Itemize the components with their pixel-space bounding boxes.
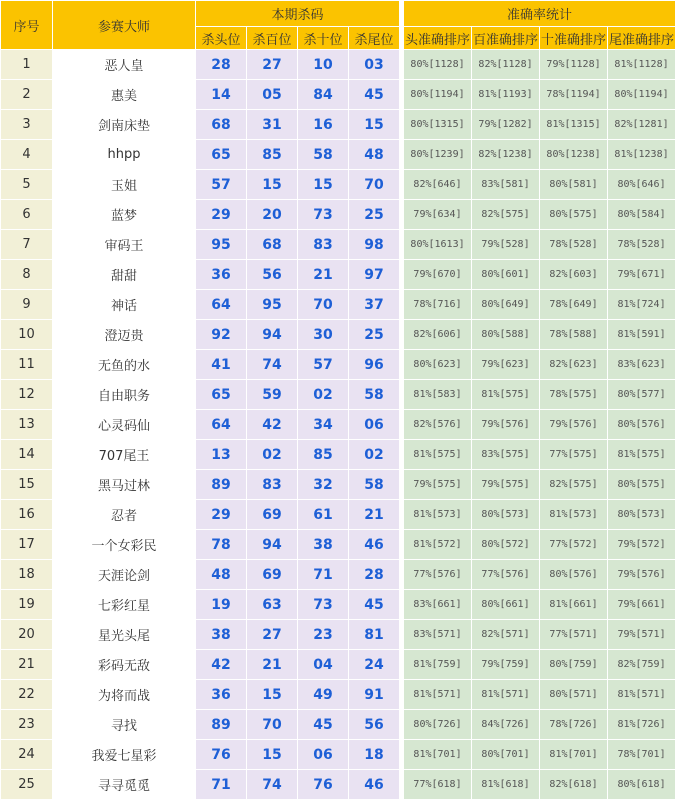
kill-number: 91 (349, 680, 400, 710)
kill-number: 42 (196, 650, 247, 680)
kill-number: 34 (298, 410, 349, 440)
row-index: 21 (1, 650, 53, 680)
accuracy-value: 80%[584] (608, 200, 675, 230)
table-row (1, 620, 675, 650)
header-kill-group: 本期杀码 (196, 1, 400, 27)
row-index: 12 (1, 380, 53, 410)
accuracy-value: 80%[1128] (404, 50, 472, 80)
row-index: 13 (1, 410, 53, 440)
kill-number: 37 (349, 290, 400, 320)
kill-number: 73 (298, 590, 349, 620)
master-name: 寻找 (53, 710, 196, 740)
kill-number: 20 (247, 200, 298, 230)
accuracy-value: 81%[618] (472, 770, 540, 800)
accuracy-value: 81%[591] (608, 320, 675, 350)
kill-number: 06 (298, 740, 349, 770)
kill-number: 02 (298, 380, 349, 410)
accuracy-value: 80%[726] (404, 710, 472, 740)
table-row (1, 710, 675, 740)
table-row (1, 440, 675, 470)
master-name: 黑马过林 (53, 470, 196, 500)
table-row (1, 290, 675, 320)
table-row (1, 260, 675, 290)
accuracy-value: 80%[575] (540, 200, 608, 230)
accuracy-value: 81%[573] (404, 500, 472, 530)
kill-number: 59 (247, 380, 298, 410)
master-name: 剑南床垫 (53, 110, 196, 140)
accuracy-value: 80%[649] (472, 290, 540, 320)
kill-number: 28 (349, 560, 400, 590)
kill-number: 03 (349, 50, 400, 80)
row-index: 17 (1, 530, 53, 560)
accuracy-value: 80%[1194] (404, 80, 472, 110)
master-name: 彩码无敌 (53, 650, 196, 680)
accuracy-value: 80%[573] (472, 500, 540, 530)
accuracy-value: 78%[528] (608, 230, 675, 260)
accuracy-value: 80%[581] (540, 170, 608, 200)
accuracy-value: 79%[576] (472, 410, 540, 440)
table-row (1, 80, 675, 110)
accuracy-value: 82%[1281] (608, 110, 675, 140)
kill-number: 83 (247, 470, 298, 500)
master-name: 甜甜 (53, 260, 196, 290)
table-row (1, 170, 675, 200)
accuracy-value: 78%[726] (540, 710, 608, 740)
accuracy-value: 83%[661] (404, 590, 472, 620)
kill-number: 49 (298, 680, 349, 710)
table-row (1, 650, 675, 680)
accuracy-value: 80%[575] (608, 470, 675, 500)
header-master: 参赛大师 (53, 1, 196, 50)
accuracy-value: 79%[623] (472, 350, 540, 380)
accuracy-value: 79%[575] (472, 470, 540, 500)
master-name: 自由职务 (53, 380, 196, 410)
table-row (1, 200, 675, 230)
row-index: 15 (1, 470, 53, 500)
accuracy-value: 77%[576] (404, 560, 472, 590)
accuracy-value: 79%[671] (608, 260, 675, 290)
accuracy-value: 81%[573] (540, 500, 608, 530)
accuracy-value: 80%[623] (404, 350, 472, 380)
accuracy-value: 80%[646] (608, 170, 675, 200)
row-index: 22 (1, 680, 53, 710)
accuracy-value: 82%[576] (404, 410, 472, 440)
accuracy-value: 81%[583] (404, 380, 472, 410)
accuracy-value: 77%[571] (540, 620, 608, 650)
kill-number: 92 (196, 320, 247, 350)
kill-number: 23 (298, 620, 349, 650)
header-accuracy-col: 头准确排序 (404, 27, 472, 50)
accuracy-value: 82%[1128] (472, 50, 540, 80)
kill-number: 19 (196, 590, 247, 620)
kill-number: 06 (349, 410, 400, 440)
accuracy-value: 80%[573] (608, 500, 675, 530)
accuracy-value: 81%[575] (472, 380, 540, 410)
row-index: 3 (1, 110, 53, 140)
accuracy-value: 79%[572] (608, 530, 675, 560)
table-row (1, 680, 675, 710)
kill-number: 25 (349, 320, 400, 350)
kill-number: 31 (247, 110, 298, 140)
table-row (1, 50, 675, 80)
kill-number: 58 (349, 470, 400, 500)
kill-number: 41 (196, 350, 247, 380)
kill-number: 27 (247, 620, 298, 650)
kill-number: 58 (349, 380, 400, 410)
table-row (1, 380, 675, 410)
table-row (1, 500, 675, 530)
kill-number: 32 (298, 470, 349, 500)
accuracy-value: 78%[716] (404, 290, 472, 320)
kill-number: 05 (247, 80, 298, 110)
table-row (1, 530, 675, 560)
accuracy-value: 81%[661] (540, 590, 608, 620)
kill-number: 15 (247, 170, 298, 200)
kill-number: 65 (196, 140, 247, 170)
accuracy-value: 81%[1315] (540, 110, 608, 140)
table-row (1, 140, 675, 170)
row-index: 4 (1, 140, 53, 170)
table-row (1, 770, 675, 800)
accuracy-value: 81%[572] (404, 530, 472, 560)
row-index: 19 (1, 590, 53, 620)
accuracy-value: 78%[528] (540, 230, 608, 260)
header-accuracy-col: 十准确排序 (540, 27, 608, 50)
kill-number: 04 (298, 650, 349, 680)
kill-number: 76 (196, 740, 247, 770)
accuracy-value: 78%[649] (540, 290, 608, 320)
master-name: 天涯论剑 (53, 560, 196, 590)
table-row (1, 470, 675, 500)
accuracy-value: 81%[571] (472, 680, 540, 710)
accuracy-value: 82%[618] (540, 770, 608, 800)
row-index: 7 (1, 230, 53, 260)
master-name: 玉姐 (53, 170, 196, 200)
row-index: 5 (1, 170, 53, 200)
accuracy-value: 82%[603] (540, 260, 608, 290)
row-index: 23 (1, 710, 53, 740)
kill-number: 15 (349, 110, 400, 140)
accuracy-value: 77%[576] (472, 560, 540, 590)
row-index: 11 (1, 350, 53, 380)
kill-number: 83 (298, 230, 349, 260)
table-row (1, 350, 675, 380)
kill-number: 89 (196, 470, 247, 500)
kill-number: 68 (247, 230, 298, 260)
master-name: 心灵码仙 (53, 410, 196, 440)
kill-number: 38 (298, 530, 349, 560)
kill-number: 74 (247, 770, 298, 800)
master-name: hhpp (53, 140, 196, 170)
accuracy-value: 83%[623] (608, 350, 675, 380)
header-kill-col: 杀十位 (298, 27, 349, 50)
master-name: 澄迈贵 (53, 320, 196, 350)
kill-number: 42 (247, 410, 298, 440)
kill-number: 27 (247, 50, 298, 80)
kill-number: 94 (247, 530, 298, 560)
kill-number: 29 (196, 500, 247, 530)
accuracy-value: 80%[1194] (608, 80, 675, 110)
master-name: 星光头尾 (53, 620, 196, 650)
table-body (1, 50, 675, 800)
accuracy-value: 80%[759] (540, 650, 608, 680)
header-accuracy-col: 尾准确排序 (608, 27, 675, 50)
kill-number: 69 (247, 500, 298, 530)
master-name: 神话 (53, 290, 196, 320)
accuracy-value: 81%[1238] (608, 140, 675, 170)
accuracy-value: 83%[581] (472, 170, 540, 200)
accuracy-value: 81%[701] (404, 740, 472, 770)
kill-number: 15 (247, 740, 298, 770)
accuracy-value: 81%[1193] (472, 80, 540, 110)
kill-number: 21 (349, 500, 400, 530)
row-index: 20 (1, 620, 53, 650)
accuracy-value: 78%[1194] (540, 80, 608, 110)
accuracy-value: 79%[670] (404, 260, 472, 290)
accuracy-value: 83%[571] (404, 620, 472, 650)
accuracy-value: 80%[588] (472, 320, 540, 350)
kill-number: 21 (247, 650, 298, 680)
master-name: 忍者 (53, 500, 196, 530)
header-kill-col: 杀百位 (247, 27, 298, 50)
accuracy-value: 80%[1613] (404, 230, 472, 260)
accuracy-value: 82%[575] (540, 470, 608, 500)
kill-number: 10 (298, 50, 349, 80)
kill-number: 74 (247, 350, 298, 380)
header-index: 序号 (1, 1, 53, 50)
accuracy-value: 82%[623] (540, 350, 608, 380)
accuracy-value: 80%[661] (472, 590, 540, 620)
row-index: 16 (1, 500, 53, 530)
kill-number: 97 (349, 260, 400, 290)
kill-number: 84 (298, 80, 349, 110)
accuracy-value: 79%[528] (472, 230, 540, 260)
accuracy-value: 79%[759] (472, 650, 540, 680)
kill-number: 58 (298, 140, 349, 170)
accuracy-value: 82%[571] (472, 620, 540, 650)
accuracy-value: 79%[571] (608, 620, 675, 650)
accuracy-value: 80%[1238] (540, 140, 608, 170)
kill-number: 95 (247, 290, 298, 320)
master-name: 恶人皇 (53, 50, 196, 80)
master-name: 为将而战 (53, 680, 196, 710)
accuracy-value: 81%[575] (404, 440, 472, 470)
kill-number: 13 (196, 440, 247, 470)
kill-number: 61 (298, 500, 349, 530)
accuracy-value: 81%[571] (404, 680, 472, 710)
kill-number: 73 (298, 200, 349, 230)
master-name: 一个女彩民 (53, 530, 196, 560)
kill-number: 63 (247, 590, 298, 620)
accuracy-value: 81%[1128] (608, 50, 675, 80)
kill-number: 71 (298, 560, 349, 590)
row-index: 18 (1, 560, 53, 590)
accuracy-value: 77%[572] (540, 530, 608, 560)
accuracy-value: 79%[1282] (472, 110, 540, 140)
master-name: 七彩红星 (53, 590, 196, 620)
kill-number: 36 (196, 680, 247, 710)
accuracy-value: 80%[576] (608, 410, 675, 440)
table-row (1, 560, 675, 590)
row-index: 24 (1, 740, 53, 770)
kill-number: 21 (298, 260, 349, 290)
table-row (1, 410, 675, 440)
header-accuracy-group: 准确率统计 (404, 1, 675, 27)
accuracy-value: 82%[759] (608, 650, 675, 680)
master-name: 无鱼的水 (53, 350, 196, 380)
row-index: 2 (1, 80, 53, 110)
row-index: 25 (1, 770, 53, 800)
kill-number: 14 (196, 80, 247, 110)
accuracy-value: 79%[576] (540, 410, 608, 440)
accuracy-value: 80%[618] (608, 770, 675, 800)
header-accuracy-col: 百准确排序 (472, 27, 540, 50)
accuracy-value: 81%[759] (404, 650, 472, 680)
kill-number: 02 (247, 440, 298, 470)
row-index: 8 (1, 260, 53, 290)
row-index: 1 (1, 50, 53, 80)
accuracy-value: 82%[575] (472, 200, 540, 230)
row-index: 6 (1, 200, 53, 230)
kill-number: 95 (196, 230, 247, 260)
accuracy-value: 84%[726] (472, 710, 540, 740)
accuracy-value: 81%[724] (608, 290, 675, 320)
accuracy-value: 79%[1128] (540, 50, 608, 80)
kill-number: 64 (196, 290, 247, 320)
kill-number: 24 (349, 650, 400, 680)
accuracy-value: 80%[577] (608, 380, 675, 410)
table-row (1, 110, 675, 140)
kill-number: 65 (196, 380, 247, 410)
kill-number: 45 (349, 590, 400, 620)
kill-number: 15 (247, 680, 298, 710)
accuracy-value: 78%[701] (608, 740, 675, 770)
master-name: 审码王 (53, 230, 196, 260)
master-name: 蓝梦 (53, 200, 196, 230)
kill-number: 16 (298, 110, 349, 140)
kill-number: 57 (196, 170, 247, 200)
accuracy-value: 78%[588] (540, 320, 608, 350)
accuracy-value: 81%[701] (540, 740, 608, 770)
kill-number: 94 (247, 320, 298, 350)
table-row (1, 590, 675, 620)
kill-number: 25 (349, 200, 400, 230)
kill-number: 46 (349, 530, 400, 560)
master-name: 我爱七星彩 (53, 740, 196, 770)
accuracy-value: 80%[1315] (404, 110, 472, 140)
kill-number: 64 (196, 410, 247, 440)
kill-number: 70 (247, 710, 298, 740)
accuracy-value: 80%[601] (472, 260, 540, 290)
kill-number: 85 (298, 440, 349, 470)
table-row (1, 320, 675, 350)
kill-number: 70 (298, 290, 349, 320)
kill-number: 28 (196, 50, 247, 80)
accuracy-value: 82%[1238] (472, 140, 540, 170)
accuracy-value: 79%[661] (608, 590, 675, 620)
kill-number: 89 (196, 710, 247, 740)
kill-number: 57 (298, 350, 349, 380)
accuracy-value: 80%[576] (540, 560, 608, 590)
kill-number: 71 (196, 770, 247, 800)
kill-number: 48 (349, 140, 400, 170)
master-name: 707尾王 (53, 440, 196, 470)
master-name: 惠美 (53, 80, 196, 110)
row-index: 14 (1, 440, 53, 470)
accuracy-value: 80%[701] (472, 740, 540, 770)
kill-number: 76 (298, 770, 349, 800)
kill-number: 02 (349, 440, 400, 470)
accuracy-value: 83%[575] (472, 440, 540, 470)
kill-number: 45 (298, 710, 349, 740)
kill-number: 98 (349, 230, 400, 260)
accuracy-value: 78%[575] (540, 380, 608, 410)
kill-number: 36 (196, 260, 247, 290)
kill-number: 56 (247, 260, 298, 290)
kill-number: 69 (247, 560, 298, 590)
row-index: 10 (1, 320, 53, 350)
kill-number: 78 (196, 530, 247, 560)
accuracy-value: 80%[571] (540, 680, 608, 710)
master-name: 寻寻觅觅 (53, 770, 196, 800)
kill-number: 15 (298, 170, 349, 200)
kill-number: 38 (196, 620, 247, 650)
kill-number: 81 (349, 620, 400, 650)
header-kill-col: 杀尾位 (349, 27, 400, 50)
accuracy-value: 77%[575] (540, 440, 608, 470)
header-kill-col: 杀头位 (196, 27, 247, 50)
kill-number: 46 (349, 770, 400, 800)
kill-number: 18 (349, 740, 400, 770)
table-row (1, 740, 675, 770)
kill-number: 68 (196, 110, 247, 140)
accuracy-value: 80%[1239] (404, 140, 472, 170)
kill-number: 70 (349, 170, 400, 200)
accuracy-value: 82%[646] (404, 170, 472, 200)
kill-number: 48 (196, 560, 247, 590)
kill-number: 56 (349, 710, 400, 740)
accuracy-value: 82%[606] (404, 320, 472, 350)
accuracy-value: 77%[618] (404, 770, 472, 800)
accuracy-value: 80%[572] (472, 530, 540, 560)
accuracy-value: 79%[576] (608, 560, 675, 590)
kill-number: 45 (349, 80, 400, 110)
kill-number: 29 (196, 200, 247, 230)
accuracy-value: 79%[634] (404, 200, 472, 230)
accuracy-value: 81%[571] (608, 680, 675, 710)
row-index: 9 (1, 290, 53, 320)
accuracy-value: 81%[726] (608, 710, 675, 740)
table-row (1, 230, 675, 260)
kill-number: 30 (298, 320, 349, 350)
kill-number: 85 (247, 140, 298, 170)
accuracy-value: 81%[575] (608, 440, 675, 470)
kill-number: 96 (349, 350, 400, 380)
accuracy-value: 79%[575] (404, 470, 472, 500)
